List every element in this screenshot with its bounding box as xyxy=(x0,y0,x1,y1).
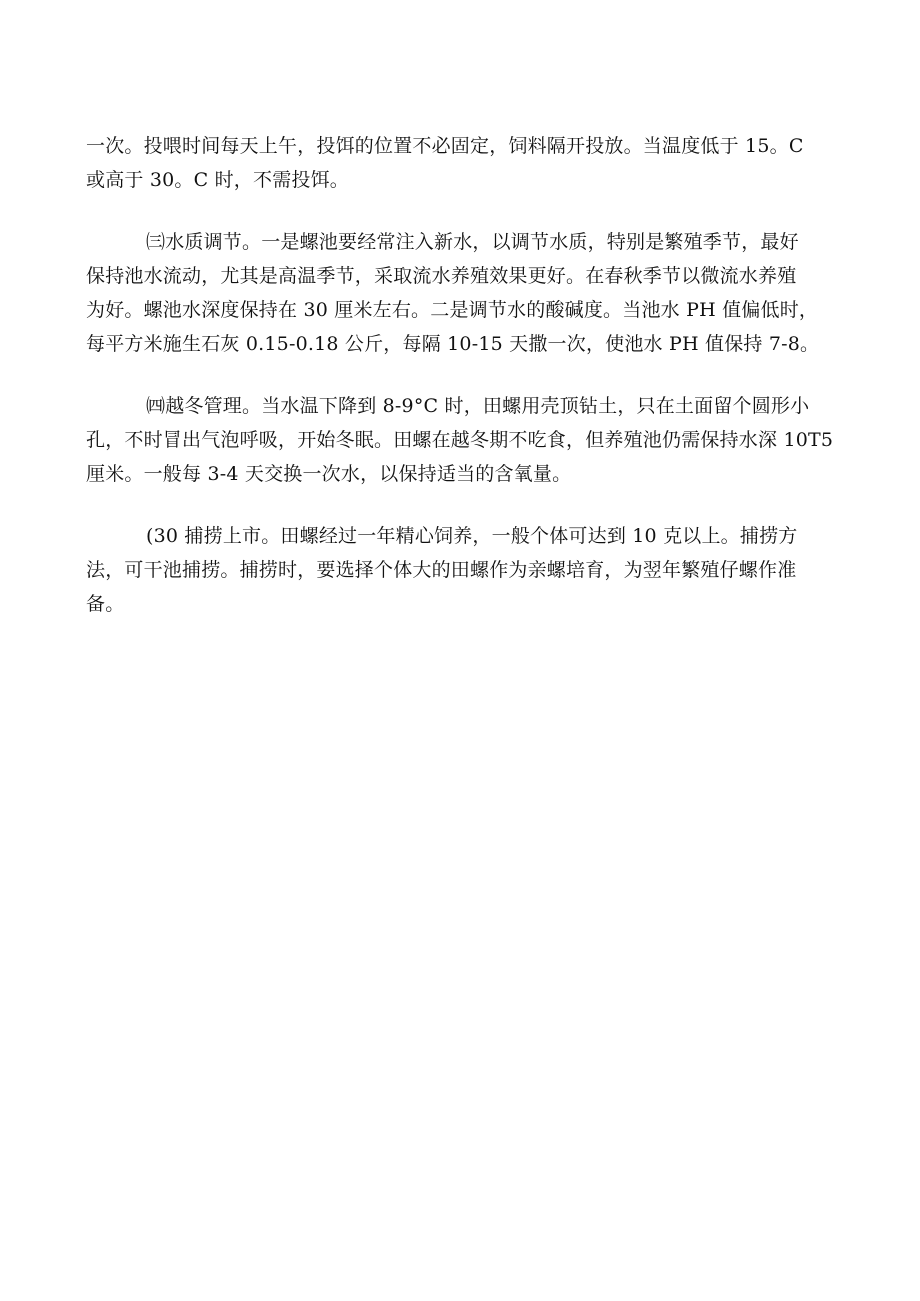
text-line: 或高于 30。C 时，不需投饵。 xyxy=(86,169,349,191)
paragraph-harvesting xyxy=(86,519,838,621)
text-line: 为好。螺池水深度保持在 30 厘米左右。二是调节水的酸碱度。当池水 PH 值偏低时， xyxy=(86,299,819,321)
text-line: 每平方米施生石灰 0.15-0.18 公斤，每隔 10-15 天撒一次，使池水 PH 值保持 7-8。 xyxy=(86,333,820,355)
paragraph-water-quality xyxy=(86,225,838,361)
paragraph-feeding xyxy=(86,129,838,197)
text-line: 保持池水流动，尤其是高温季节，采取流水养殖效果更好。在春秋季节以微流水养殖 xyxy=(86,265,797,287)
text-line: ㈣越冬管理。当水温下降到 8-9°C 时，田螺用壳顶钻土，只在土面留个圆形小 xyxy=(146,395,810,417)
text-line: 法，可干池捕捞。捕捞时，要选择个体大的田螺作为亲螺培育，为翌年繁殖仔螺作准 xyxy=(86,559,797,581)
text-line: 厘米。一般每 3-4 天交换一次水，以保持适当的含氧量。 xyxy=(86,463,572,485)
text-line: 一次。投喂时间每天上午，投饵的位置不必固定，饲料隔开投放。当温度低于 15。C xyxy=(86,135,804,157)
text-line: 备。 xyxy=(86,593,125,615)
text-line: 孔，不时冒出气泡呼吸，开始冬眠。田螺在越冬期不吃食，但养殖池仍需保持水深 10T5 xyxy=(86,429,834,451)
text-line: ㈢水质调节。一是螺池要经常注入新水，以调节水质，特别是繁殖季节，最好 xyxy=(146,231,799,253)
text-line: (30 捕捞上市。田螺经过一年精心饲养，一般个体可达到 10 克以上。捕捞方 xyxy=(146,525,798,547)
paragraph-overwintering xyxy=(86,389,838,491)
document-body xyxy=(86,129,838,621)
